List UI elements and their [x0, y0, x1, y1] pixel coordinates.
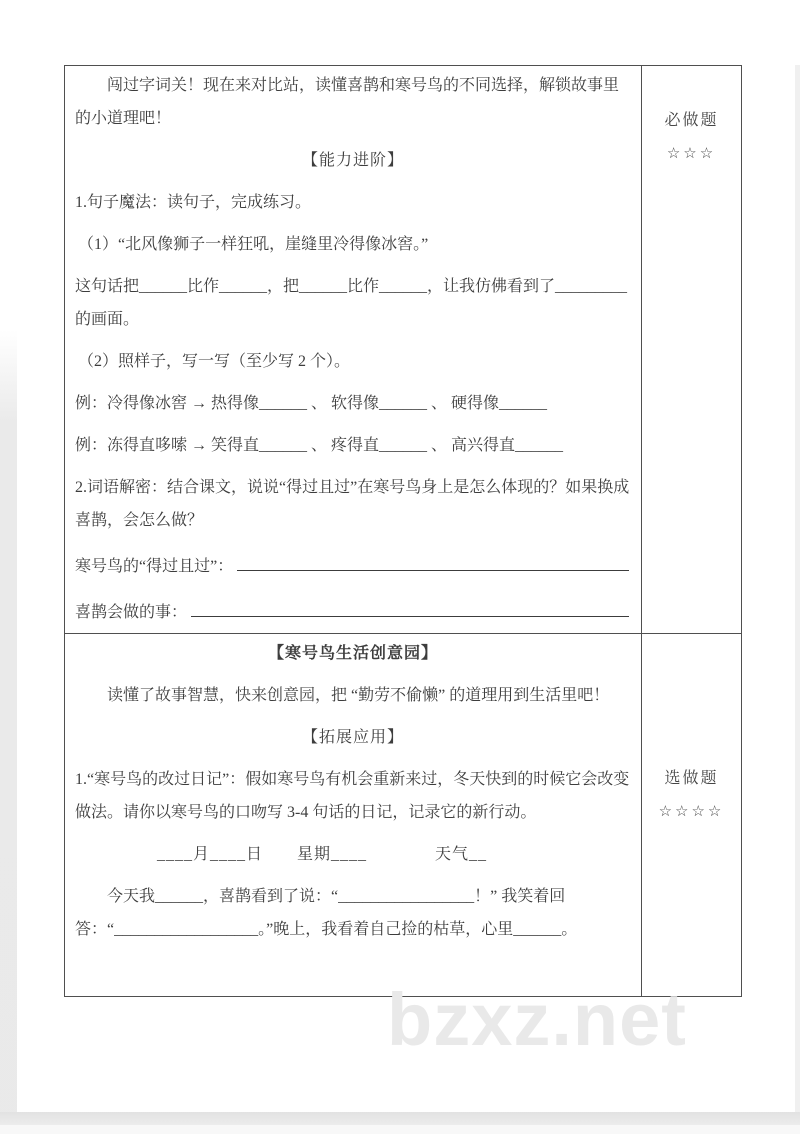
answer-line-xique	[75, 592, 631, 629]
next-page-edge	[0, 1125, 800, 1134]
section-heading-extension: 【拓展应用】	[301, 729, 404, 746]
question-1-copy-task: （2）照样子，写一写（至少写 2 个）。	[78, 353, 351, 370]
optional-badge: 选做题	[664, 770, 719, 787]
question-1-example-1: 例：冷得像冰窖 → 热得像______ 、 软得像______ 、 硬得像______	[75, 395, 548, 412]
required-stars-icon: ☆☆☆	[666, 146, 717, 162]
required-badge: 必做题	[664, 112, 719, 129]
required-badge-cell	[642, 66, 741, 633]
section-heading-ability: 【能力进阶】	[301, 152, 404, 169]
question-1-fill-blanks: 这句话把______比作______，把______比作______，让我仿佛看到了_________的画面。	[75, 278, 628, 328]
worksheet-table	[64, 65, 742, 997]
question-2: 2.词语解密：结合课文，说说“得过且过”在寒号鸟身上是怎么体现的？如果换成喜鹊，会怎么做？	[75, 479, 630, 529]
answer-line-label: 喜鹊会做的事：	[75, 604, 188, 621]
question-1-example-2: 例：冻得直哆嗦 → 笑得直______ 、 疼得直______ 、 高兴得直______	[75, 437, 564, 454]
diary-date-line: ____月____日 星期____ 天气__	[157, 846, 488, 863]
required-section-cell	[65, 66, 642, 633]
answer-blank-line	[191, 592, 629, 617]
worksheet-row-optional	[65, 634, 741, 996]
worksheet-row-required	[65, 66, 741, 634]
intro-paragraph: 闯过字词关！现在来对比站，读懂喜鹊和寒号鸟的不同选择，解锁故事里的小道理吧！	[75, 77, 620, 127]
creative-intro-paragraph: 读懂了故事智慧，快来创意园，把 “勤劳不偷懒” 的道理用到生活里吧！	[107, 687, 610, 704]
watermark: bzxz.net	[387, 978, 687, 1061]
page-edge-shadow-left	[0, 330, 17, 1114]
optional-badge-cell	[642, 634, 741, 996]
section-heading-creative-garden: 【寒号鸟生活创意园】	[267, 645, 438, 662]
diary-body: 今天我______，喜鹊看到了说：“_________________！” 我笑着回答：“__________________。”晚上，我看着自己捡的枯草，心里______。	[75, 888, 578, 938]
answer-blank-line	[237, 546, 629, 571]
question-1-sentence: （1）“北风像狮子一样狂吼，崖缝里冷得像冰窖。”	[78, 236, 429, 253]
question-1: 1.句子魔法：读句子，完成练习。	[75, 194, 312, 211]
optional-stars-icon: ☆☆☆☆	[658, 804, 725, 820]
page-break-band	[0, 1112, 800, 1125]
page-edge-shadow-right	[795, 65, 800, 1114]
answer-line-label: 寒号鸟的“得过且过”：	[75, 558, 234, 575]
optional-section-cell	[65, 634, 642, 996]
answer-line-hanhaoniao	[75, 546, 631, 583]
diary-task: 1.“寒号鸟的改过日记”：假如寒号鸟有机会重新来过，冬天快到的时候它会改变做法。请你以寒号鸟的口吻写 3-4 句话的日记，记录它的新行动。	[75, 771, 630, 821]
